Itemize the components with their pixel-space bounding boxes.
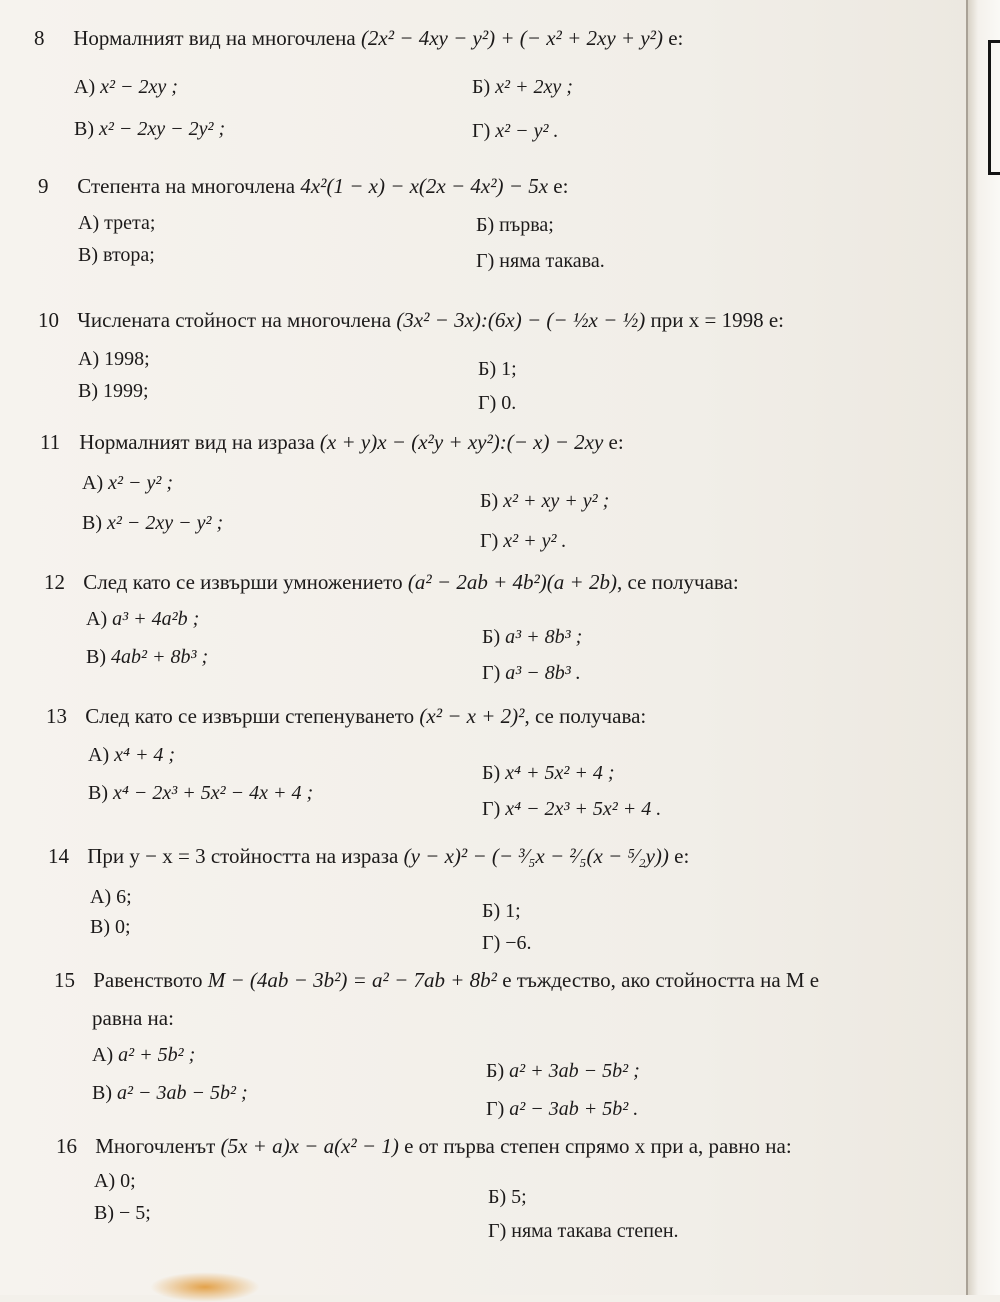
option-value: a² − 3ab + 5b² .	[509, 1098, 639, 1120]
question-text: Нормалният вид на многочлена	[73, 26, 356, 50]
option-label: В)	[78, 380, 98, 402]
option-a	[78, 346, 150, 372]
option-c	[88, 780, 313, 806]
question-15-line	[54, 966, 819, 994]
option-label: В)	[78, 244, 98, 266]
option-value: 1999;	[103, 380, 149, 402]
page-stain	[150, 1272, 260, 1302]
option-c	[74, 116, 225, 142]
option-a	[90, 884, 132, 910]
option-c	[90, 914, 131, 940]
question-text: Числената стойност на многочлена	[77, 308, 392, 332]
option-value: няма такава.	[499, 250, 605, 272]
question-number: 12	[44, 570, 65, 594]
option-value: a³ + 4a²b ;	[112, 608, 200, 630]
question-10-line	[38, 306, 784, 334]
option-value: 1;	[505, 900, 521, 922]
option-label: А)	[86, 608, 108, 630]
option-a	[94, 1168, 136, 1194]
option-value: x² − 2xy ;	[100, 76, 178, 98]
option-value: x⁴ − 2x³ + 5x² + 4 .	[505, 798, 662, 820]
option-label: Г)	[482, 662, 501, 684]
option-label: В)	[92, 1082, 112, 1104]
option-value: първа;	[499, 214, 554, 236]
option-value: втора;	[103, 244, 155, 266]
option-label: А)	[88, 744, 110, 766]
option-d	[486, 1096, 638, 1122]
option-label: В)	[90, 916, 110, 938]
option-value: x² + xy + y² ;	[503, 490, 610, 512]
question-text: Многочленът	[95, 1134, 216, 1158]
option-d	[478, 390, 516, 416]
question-number: 13	[46, 704, 67, 728]
page-edge	[966, 0, 1000, 1295]
option-a	[92, 1042, 195, 1068]
question-expression: (x + y)x − (x²y + xy²):(− x) − 2xy	[319, 430, 604, 454]
option-b	[478, 356, 517, 382]
question-15-line-2: равна на:	[92, 1006, 174, 1030]
question-expression: (2x² − 4xy − y²) + (− x² + 2xy + y²)	[360, 26, 663, 50]
question-number: 15	[54, 968, 75, 992]
option-label: Г)	[482, 798, 501, 820]
question-number: 9	[38, 174, 49, 198]
option-label: В)	[88, 782, 108, 804]
question-ending: , се получава:	[524, 704, 647, 728]
option-label: Б)	[476, 214, 495, 236]
option-value: x² + 2xy ;	[495, 76, 573, 98]
question-ending: е:	[553, 174, 569, 198]
margin-frame	[988, 40, 1000, 175]
option-a	[74, 74, 178, 100]
option-label: А)	[78, 212, 100, 234]
question-ending: е от първа степен спрямо x при a, равно на:	[404, 1134, 792, 1158]
option-value: x² + y² .	[503, 530, 567, 552]
question-9-line	[38, 172, 568, 200]
option-label: Г)	[476, 250, 495, 272]
option-label: В)	[74, 118, 94, 140]
option-value: a² + 3ab − 5b² ;	[509, 1060, 640, 1082]
option-d	[476, 248, 605, 274]
question-text: Равенството	[93, 968, 203, 992]
question-ending: е:	[668, 26, 684, 50]
option-label: В)	[82, 512, 102, 534]
option-value: 4ab² + 8b³ ;	[111, 646, 209, 668]
option-a	[86, 606, 199, 632]
question-expression: (x² − x + 2)²	[419, 704, 525, 728]
option-label: Г)	[486, 1098, 505, 1120]
option-value: 6;	[116, 886, 132, 908]
option-value: 5;	[511, 1186, 527, 1208]
option-c	[82, 510, 223, 536]
option-value: 0.	[501, 392, 517, 414]
option-value: x² − y² ;	[108, 472, 174, 494]
option-value: a² + 5b² ;	[118, 1044, 196, 1066]
option-label: В)	[94, 1202, 114, 1224]
option-label: Б)	[488, 1186, 507, 1208]
option-b	[482, 624, 582, 650]
option-label: Б)	[486, 1060, 505, 1082]
question-ending: е тъждество, ако стойността на M е	[502, 968, 820, 992]
option-d	[482, 930, 532, 956]
question-expression: (y − x)² − (− ³⁄₅x − ²⁄₅(x − ⁵⁄₂y))	[403, 844, 669, 868]
question-8-line	[34, 24, 683, 52]
option-value: a³ + 8b³ ;	[505, 626, 583, 648]
option-d	[482, 796, 661, 822]
option-label: Б)	[482, 900, 501, 922]
option-value: трета;	[104, 212, 156, 234]
question-ending: е:	[674, 844, 690, 868]
option-label: А)	[94, 1170, 116, 1192]
option-label: А)	[82, 472, 104, 494]
option-value: x² − 2xy − y² ;	[107, 512, 224, 534]
question-13-line	[46, 702, 646, 730]
option-a	[82, 470, 173, 496]
option-value: x⁴ + 5x² + 4 ;	[505, 762, 615, 784]
option-value: 0;	[115, 916, 131, 938]
question-14-line	[48, 842, 689, 870]
option-label: А)	[90, 886, 112, 908]
question-text: Нормалният вид на израза	[79, 430, 315, 454]
question-text: При y − x = 3 стойността на израза	[87, 844, 399, 868]
option-d	[480, 528, 566, 554]
option-d	[482, 660, 581, 686]
question-16-line	[56, 1132, 792, 1160]
option-label: Г)	[480, 530, 499, 552]
option-label: В)	[86, 646, 106, 668]
option-c	[92, 1080, 248, 1106]
option-b	[482, 760, 615, 786]
option-d	[472, 118, 558, 144]
question-11-line	[40, 428, 624, 456]
question-12-line	[44, 568, 739, 596]
question-ending: при x = 1998 е:	[650, 308, 785, 332]
option-label: Б)	[478, 358, 497, 380]
option-value: − 5;	[119, 1202, 151, 1224]
option-value: a³ − 8b³ .	[505, 662, 581, 684]
question-number: 14	[48, 844, 69, 868]
question-text: Степента на многочлена	[77, 174, 296, 198]
option-label: А)	[78, 348, 100, 370]
option-label: Г)	[482, 932, 501, 954]
option-b	[486, 1058, 640, 1084]
option-label: А)	[74, 76, 96, 98]
option-label: Б)	[482, 626, 501, 648]
option-b	[482, 898, 521, 924]
option-value: −6.	[505, 932, 532, 954]
option-value: x² − y² .	[495, 120, 559, 142]
question-number: 8	[34, 26, 45, 50]
option-label: Б)	[482, 762, 501, 784]
question-expression: (5x + a)x − a(x² − 1)	[220, 1134, 399, 1158]
question-ending: , се получава:	[616, 570, 739, 594]
option-value: 1;	[501, 358, 517, 380]
option-value: x⁴ − 2x³ + 5x² − 4x + 4 ;	[113, 782, 314, 804]
question-expression: (a² − 2ab + 4b²)(a + 2b)	[407, 570, 617, 594]
question-number: 10	[38, 308, 59, 332]
option-value: 0;	[120, 1170, 136, 1192]
question-expression: M − (4ab − 3b²) = a² − 7ab + 8b²	[207, 968, 497, 992]
option-b	[480, 488, 609, 514]
question-text: След като се извърши степенуването	[85, 704, 415, 728]
option-label: Б)	[480, 490, 499, 512]
option-value: x⁴ + 4 ;	[114, 744, 176, 766]
option-a	[88, 742, 175, 768]
question-expression: (3x² − 3x):(6x) − (− ½x − ½)	[396, 308, 646, 332]
option-b	[476, 212, 554, 238]
option-value: няма такава степен.	[511, 1220, 679, 1242]
option-value: 1998;	[104, 348, 150, 370]
option-d	[488, 1218, 679, 1244]
question-ending: е:	[608, 430, 624, 454]
question-text: След като се извърши умножението	[83, 570, 403, 594]
option-value: a² − 3ab − 5b² ;	[117, 1082, 248, 1104]
option-c	[94, 1200, 151, 1226]
option-label: Г)	[472, 120, 491, 142]
question-number: 16	[56, 1134, 77, 1158]
option-label: А)	[92, 1044, 114, 1066]
option-c	[86, 644, 208, 670]
question-expression: 4x²(1 − x) − x(2x − 4x²) − 5x	[300, 174, 549, 198]
option-a	[78, 210, 155, 236]
option-c	[78, 378, 149, 404]
option-c	[78, 242, 155, 268]
option-label: Б)	[472, 76, 491, 98]
option-b	[488, 1184, 527, 1210]
option-b	[472, 74, 573, 100]
option-label: Г)	[488, 1220, 507, 1242]
question-number: 11	[40, 430, 61, 454]
option-label: Г)	[478, 392, 497, 414]
option-value: x² − 2xy − 2y² ;	[99, 118, 226, 140]
